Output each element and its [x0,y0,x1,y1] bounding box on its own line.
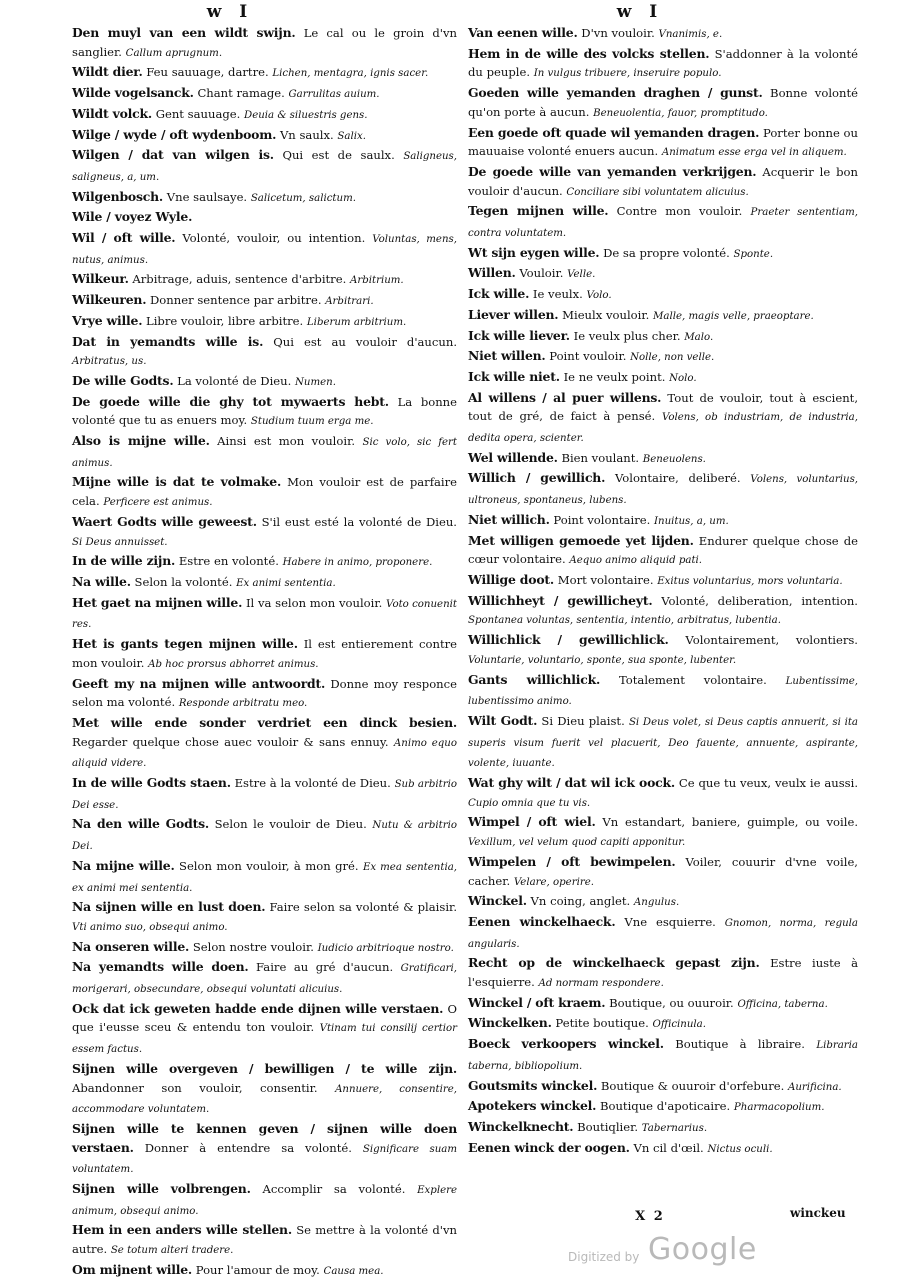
entry-french: Selon la volonté. [134,574,233,589]
dictionary-entry [72,1000,457,1060]
dictionary-entry [468,671,858,712]
dictionary-entry [72,333,457,372]
entry-latin: Saligneus, saligneus, a, um. [72,151,458,183]
entry-latin: Nolle, non velle. [630,352,715,364]
signature-mark: X 2 [635,1209,665,1224]
entry-latin: Vti animo suo, obsequi animo. [72,921,228,933]
entry-headword: Wilkeur. [72,271,129,287]
entry-latin: Numen. [295,376,336,388]
entry-latin: Significare suam voluntatem. [72,1143,458,1176]
dictionary-entry [468,347,858,368]
entry-latin: Si Deus volet, si Deus captis annuerit, si ita superis visum fuerit vel placuerit, Deo fauente, annuente, aspirante, volente, iuuante. [468,716,859,770]
entry-french: Regarder quelque chose auec vouloir & sans ennuy. [72,734,389,749]
entry-latin: Angulus. [633,897,680,909]
entry-latin: Exitus voluntarius, mors voluntaria. [657,575,843,587]
entry-french: Tout de vouloir, tout à escient, tout de gré, de faict à pensé. [468,390,858,424]
entry-latin: Beneuolentia, fauor, promptitudo. [593,107,768,119]
entry-french: Volonté, vouloir, ou intention. [182,231,366,246]
entry-french: Ce que tu veux, veulx ie aussi. [678,776,859,791]
entry-french: Mort volontaire. [557,572,654,587]
watermark-logo: Google [648,1232,757,1267]
dictionary-entry [72,473,457,512]
entry-headword: Al willens / al puer willens. [468,389,662,405]
entry-french: Donner à entendre sa volonté. [144,1140,352,1155]
entry-french: Il va selon mon vouloir. [245,595,383,610]
entry-headword: Wimpelen / oft bewimpelen. [468,853,676,869]
entry-french: Vn coing, anglet. [530,894,631,909]
entry-latin: Malo. [684,331,714,343]
dictionary-entry [72,24,457,63]
dictionary-entry [468,571,858,592]
entry-french: Ainsi est mon vouloir. [217,434,356,449]
entry-latin: Nolo. [669,372,697,384]
entry-headword: Niet willen. [468,348,546,364]
entry-french: Vne saulsaye. [166,189,248,204]
entry-headword: Liever willen. [468,306,559,322]
entry-french: Selon mon vouloir, à mon gré. [179,858,359,873]
entry-french: Libre vouloir, libre arbitre. [146,313,304,328]
entry-french: Si Dieu plaist. [541,713,625,728]
dictionary-entry [72,146,457,187]
entry-headword: Winckel / oft kraem. [468,994,606,1010]
entry-headword: Eenen winckelhaeck. [468,913,616,929]
dictionary-entry [468,592,858,631]
entry-latin: Annuere, consentire, accommodare voluntatem. [72,1083,457,1116]
entry-headword: Den muyl van een wildt swijn. [72,25,296,40]
dictionary-entry [468,813,858,852]
entry-latin: Nictus oculi. [707,1143,773,1155]
entry-french: Donner sentence par arbitre. [150,293,322,308]
dictionary-entry [468,306,858,327]
dictionary-entry [468,124,858,163]
entry-french: Volontaire, deliberé. [614,471,741,486]
entry-latin: Sponte. [733,248,774,260]
entry-french: Ie ne veulx point. [563,369,666,384]
entry-french: D'vn vouloir. [581,26,655,40]
entry-french: Faire selon sa volonté & plaisir. [269,900,458,915]
dictionary-entry [468,1035,858,1076]
dictionary-entry [468,631,858,670]
entry-headword: In de wille Godts staen. [72,775,231,791]
entry-french: Volontairement, volontiers. [685,633,858,648]
entry-latin: Cupio omnia que tu vis. [468,797,591,809]
entry-french: Voiler, couurir d'vne voile, cacher. [468,854,858,888]
dictionary-entry [72,105,457,126]
entry-french: Boutiqlier. [577,1119,639,1134]
dictionary-entry [72,208,457,229]
entry-french: Accomplir sa volonté. [262,1182,406,1197]
entry-french: Boutique, ou ouuroir. [609,995,734,1010]
entry-latin: Si Deus annuisset. [72,536,168,548]
dictionary-entry [468,45,858,84]
entry-headword: Een goede oft quade wil yemanden dragen. [468,124,760,140]
entry-headword: Na mijne wille. [72,857,175,873]
entry-latin: Nutu & arbitrio Dei. [72,820,457,853]
dictionary-entry [72,1060,457,1120]
entry-latin: Arbitrari. [325,296,374,308]
entry-headword: Willige doot. [468,571,555,587]
dictionary-entry [72,84,457,105]
entry-latin: Malle, magis velle, praeoptare. [652,310,814,322]
entry-french: Estre en volonté. [178,554,279,569]
entry-french: Vn estandart, baniere, guimple, ou voile. [602,815,859,830]
entry-latin: Vtinam tui consilij certior essem factus. [72,1023,458,1056]
entry-headword: De goede wille die ghy tot mywaerts hebt. [72,393,389,409]
entry-headword: Ick wille niet. [468,368,560,384]
dictionary-entry [72,1221,457,1260]
entry-headword: Willich / gewillich. [468,470,606,486]
entry-latin: Habere in animo, proponere. [282,557,433,569]
entry-french: Faire au gré d'aucun. [256,960,394,975]
entry-latin: Studium tuum erga me. [250,416,374,428]
dictionary-entry [72,291,457,312]
entry-french: Qui est de saulx. [282,148,395,163]
dictionary-entry [72,1261,457,1282]
dictionary-entry [468,264,858,285]
entry-french: Endurer quelque chose de cœur volontaire. [468,533,859,567]
entry-latin: Volo. [586,290,612,302]
entry-french: Arbitrage, aduis, sentence d'arbitre. [132,272,347,287]
dictionary-entry [72,938,457,959]
entry-latin: In vulgus tribuere, inseruire populo. [533,68,722,80]
entry-latin: Lubentissime, lubentissimo animo. [468,675,859,708]
entry-french: Totalement volontaire. [618,672,767,687]
entry-french: Pour l'amour de moy. [195,1262,320,1277]
dictionary-entry [468,389,858,449]
entry-latin: Garrulitas auium. [288,89,380,101]
entry-latin: Beneuolens. [642,453,706,465]
entry-headword: Boeck verkoopers winckel. [468,1036,664,1052]
dictionary-entry [72,188,457,209]
entry-headword: Willichheyt / gewillicheyt. [468,592,653,608]
entry-latin: Se totum alteri tradere. [110,1245,234,1257]
dictionary-entry [468,368,858,389]
entry-headword: Wilkeuren. [72,292,147,308]
entry-french: Bien voulant. [561,450,640,465]
dictionary-entry [468,712,858,774]
entry-headword: Ock dat ick geweten hadde ende dijnen wille verstaen. [72,1000,444,1016]
entry-headword: De wille Godts. [72,372,174,388]
entry-latin: Callum aprugnum. [125,47,223,59]
entry-french: Qui est au vouloir d'aucun. [273,334,458,349]
entry-latin: Aequo animo aliquid pati. [569,555,703,567]
entry-headword: Hem in de wille des volcks stellen. [468,45,710,61]
watermark-digitized: Digitized by [568,1250,640,1264]
entry-french: La volonté de Dieu. [177,373,292,388]
entry-latin: Pharmacopolium. [733,1102,825,1114]
entry-latin: Perficere est animus. [103,497,213,509]
entry-headword: Recht op de winckelhaeck gepast zijn. [468,955,760,971]
entry-latin: Sub arbitrio Dei esse. [72,779,457,811]
dictionary-entry [468,994,858,1015]
entry-headword: Winckel. [468,893,527,909]
entry-french: S'addonner à la volonté du peuple. [468,46,858,80]
dictionary-entry [72,635,457,674]
entry-headword: Wilgen / dat van wilgen is. [72,147,274,163]
entry-french: Feu sauuage, dartre. [146,65,269,80]
entry-french: S'il eust esté la volonté de Dieu. [261,514,457,529]
entry-french: De sa propre volonté. [603,245,730,260]
entry-headword: Het gaet na mijnen wille. [72,594,243,610]
dictionary-entry [72,774,457,815]
entry-latin: Animo equo aliquid videre. [72,737,457,770]
entry-headword: Sijnen wille volbrengen. [72,1181,251,1197]
entry-french: Ie veulx. [532,287,583,302]
catchword: winckeu [790,1206,846,1220]
entry-headword: Wat ghy wilt / dat wil ick oock. [468,775,676,791]
entry-headword: In de wille zijn. [72,553,176,569]
entry-latin: Velare, operire. [513,876,594,888]
entry-headword: Ick wille. [468,286,530,302]
entry-headword: Met willigen gemoede yet lijden. [468,532,694,548]
entry-french: Le cal ou le groin d'vn sanglier. [72,26,457,59]
entry-headword: Mijne wille is dat te volmake. [72,474,282,490]
entry-latin: Gratificari, morigerari, obsecundare, obsequi voluntati alicuius. [72,963,458,996]
dictionary-entry [468,913,858,954]
entry-french: Point volontaire. [553,512,651,527]
entry-headword: Dat in yemandts wille is. [72,333,264,349]
entry-french: Mon vouloir est de parfaire cela. [72,475,458,509]
entry-headword: Na sijnen wille en lust doen. [72,899,266,915]
entry-french: Mieulx vouloir. [562,307,650,322]
entry-french: Acquerir le bon vouloir d'aucun. [468,164,859,198]
entry-headword: Na yemandts wille doen. [72,959,249,975]
dictionary-entry [468,532,858,571]
entry-latin: Lichen, mentagra, ignis sacer. [272,68,429,80]
dictionary-entry [468,469,858,510]
entry-french: Vouloir. [519,266,564,281]
entry-latin: Liberum arbitrium. [306,316,407,328]
dictionary-entry [72,312,457,333]
entry-french: Gent sauuage. [155,106,241,121]
dictionary-entry [468,84,858,123]
entry-latin: Ad normam respondere. [538,978,664,990]
entry-latin: Causa mea. [323,1265,384,1277]
entry-headword: Apotekers winckel. [468,1098,597,1114]
entry-headword: Wil / oft wille. [72,230,176,246]
entry-headword: Also is mijne wille. [72,433,210,449]
entry-latin: Arbitrium. [349,275,404,287]
entry-headword: Waert Godts wille geweest. [72,513,257,529]
entry-latin: Volens, voluntarius, ultroneus, spontaneus, lubens. [468,474,859,507]
dictionary-entry [468,163,858,202]
entry-headword: Wel willende. [468,449,558,465]
entry-french: Ie veulx plus cher. [573,328,681,343]
dictionary-entry [72,898,457,937]
dictionary-entry [72,815,457,856]
dictionary-entry [72,432,457,473]
entry-headword: Na onseren wille. [72,938,190,954]
entry-headword: Willichlick / gewillichlick. [468,632,669,648]
dictionary-entry [468,774,858,813]
entry-french: Chant ramage. [197,86,285,101]
entry-headword: Met wille ende sonder verdriet een dinck besien. [72,714,457,730]
dictionary-entry [72,594,457,635]
entry-headword: Vrye wille. [72,312,143,328]
entry-headword: Om mijnent wille. [72,1261,193,1277]
entry-headword: Wilde vogelsanck. [72,85,194,101]
entry-latin: Inuitus, a, um. [653,515,729,527]
entry-latin: Animatum esse erga vel in aliquem. [661,147,847,159]
entry-latin: Aurificina. [787,1081,842,1093]
entry-latin: Voluntarie, voluntario, sponte, sua sponte, lubenter. [468,654,737,666]
entry-headword: Na den wille Godts. [72,816,209,832]
entry-latin: Libraria taberna, bibliopolium. [468,1040,859,1072]
entry-headword: Wile / voyez Wyle. [72,209,193,225]
entry-headword: Gants willichlick. [468,671,601,687]
dictionary-entry [72,552,457,573]
entry-latin: Velle. [567,269,596,281]
dictionary-entry [468,202,858,243]
entry-headword: Wilge / wyde / oft wydenboom. [72,126,277,142]
entry-latin: Voluntas, mens, nutus, animus. [72,234,457,266]
entry-latin: Ex mea sententia, ex animi mei sententia. [72,861,458,894]
dictionary-entry [468,954,858,993]
entry-headword: Winckelknecht. [468,1118,574,1134]
dictionary-entry [72,372,457,393]
dictionary-entry [72,1120,457,1180]
dictionary-entry [468,285,858,306]
entry-headword: Winckelken. [468,1015,552,1031]
entry-latin: Gnomon, norma, regula angularis. [468,917,858,950]
entry-headword: Wt sijn eygen wille. [468,244,600,260]
entry-latin: Voto conuenit res. [72,598,457,631]
entry-french: O que i'eusse sceu & entendu ton vouloir. [72,1001,457,1035]
dictionary-entry [468,24,858,45]
dictionary-entry [468,244,858,265]
entry-french: Petite boutique. [555,1016,649,1031]
entry-headword: Wimpel / oft wiel. [468,814,596,830]
entry-headword: Eenen winck der oogen. [468,1139,630,1155]
dictionary-entry [72,393,457,432]
entry-latin: Officinula. [652,1019,706,1031]
dictionary-entry [468,1014,858,1035]
dictionary-entry [468,1118,858,1139]
dictionary-entry [72,675,457,714]
entry-latin: Explere animum, obsequi animo. [72,1185,458,1217]
entry-french: Point vouloir. [549,349,627,364]
dictionary-entry [468,1097,858,1118]
entry-headword: Tegen mijnen wille. [468,203,609,219]
dictionary-entry [72,573,457,594]
left-column [72,24,457,1282]
entry-french: Vn cil d'œil. [633,1140,704,1155]
entry-latin: Vexillum, vel velum quod capiti apponitur. [468,837,686,849]
entry-headword: Geeft my na mijnen wille antwoordt. [72,675,326,691]
entry-headword: Willen. [468,265,516,281]
entry-french: Vn saulx. [279,127,334,142]
entry-latin: Tabernarius. [641,1122,708,1134]
entry-french: Volonté, deliberation, intention. [661,593,858,608]
entry-headword: Sijnen wille overgeven / bewilligen / te wille zijn. [72,1060,457,1076]
entry-french: Donne moy responce selon ma volonté. [72,676,457,710]
right-column [468,24,858,1159]
entry-french: Abandonner son vouloir, consentir. [72,1080,318,1095]
entry-headword: De goede wille van yemanden verkrijgen. [468,163,757,179]
entry-headword: Het is gants tegen mijnen wille. [72,636,298,652]
entry-french: Boutique d'apoticaire. [599,1099,731,1114]
entry-french: Il est entierement contre mon vouloir. [72,637,458,670]
dictionary-entry [72,857,457,898]
entry-headword: Wildt dier. [72,64,143,80]
entry-latin: Conciliare sibi voluntatem alicuius. [566,186,749,198]
entry-french: Se mettre à la volonté d'vn autre. [72,1223,457,1257]
dictionary-entry [468,511,858,532]
entry-french: Vne esquierre. [624,914,716,929]
entry-latin: Deuia & siluestris gens. [244,109,368,121]
dictionary-entry [468,1077,858,1098]
entry-headword: Sijnen wille te kennen geven / sijnen wille doen verstaen. [72,1120,457,1155]
entry-headword: Ick wille liever. [468,327,570,343]
dictionary-entry [72,63,457,84]
dictionary-entry [72,1180,457,1221]
running-head-left: w I [206,2,254,22]
entry-headword: Na wille. [72,573,131,589]
dictionary-entry [72,126,457,147]
entry-headword: Wildt volck. [72,105,153,121]
entry-french: Estre iuste à l'esquierre. [468,956,859,990]
entry-latin: Salix. [337,130,366,142]
entry-latin: Ex animi sententia. [236,577,336,589]
entry-french: Boutique & ouuroir d'orfebure. [600,1078,785,1093]
entry-latin: Vnanimis, e. [658,29,723,40]
entry-headword: Wilgenbosch. [72,188,164,204]
dictionary-entry [468,449,858,470]
entry-french: Contre mon vouloir. [616,204,743,219]
dictionary-entry [72,513,457,552]
entry-headword: Goutsmits winckel. [468,1077,598,1093]
entry-french: La bonne volonté que tu as enuers moy. [72,394,458,428]
entry-latin: Iudicio arbitrioque nostro. [317,942,454,954]
dictionary-entry [468,327,858,348]
running-head-right: w I [616,2,664,22]
dictionary-entry [72,270,457,291]
entry-headword: Goeden wille yemanden draghen / gunst. [468,85,763,101]
entry-latin: Volens, ob industriam, de industria, dedita opera, scienter. [468,412,858,445]
entry-french: Porter bonne ou mauuaise volonté enuers aucun. [468,125,858,159]
entry-latin: Sic volo, sic fert animus. [72,437,457,469]
entry-latin: Responde arbitratu meo. [178,698,308,710]
dictionary-entry [468,1139,858,1160]
entry-headword: Niet willich. [468,511,550,527]
entry-french: Selon le vouloir de Dieu. [214,817,367,832]
entry-headword: Van eenen wille. [468,25,578,40]
entry-latin: Ab hoc prorsus abhorret animus. [148,658,319,670]
dictionary-entry [72,958,457,999]
google-watermark [568,1232,768,1276]
entry-french: Boutique à libraire. [675,1037,805,1052]
entry-latin: Spontanea voluntas, sententia, intentio, arbitratus, lubentia. [468,615,781,627]
entry-latin: Arbitratus, us. [72,356,147,368]
entry-french: Selon nostre vouloir. [192,939,314,954]
entry-headword: Wilt Godt. [468,712,538,728]
entry-latin: Praeter sententiam, contra voluntatem. [468,207,858,240]
dictionary-entry [72,229,457,270]
entry-headword: Hem in een anders wille stellen. [72,1222,292,1238]
entry-french: Bonne volonté qu'on porte à aucun. [468,86,859,119]
entry-latin: Salicetum, salictum. [250,192,356,204]
dictionary-entry [72,714,457,774]
dictionary-entry [468,853,858,892]
entry-latin: Officina, taberna. [737,998,828,1010]
entry-french: Estre à la volonté de Dieu. [234,776,391,791]
dictionary-entry [468,892,858,913]
